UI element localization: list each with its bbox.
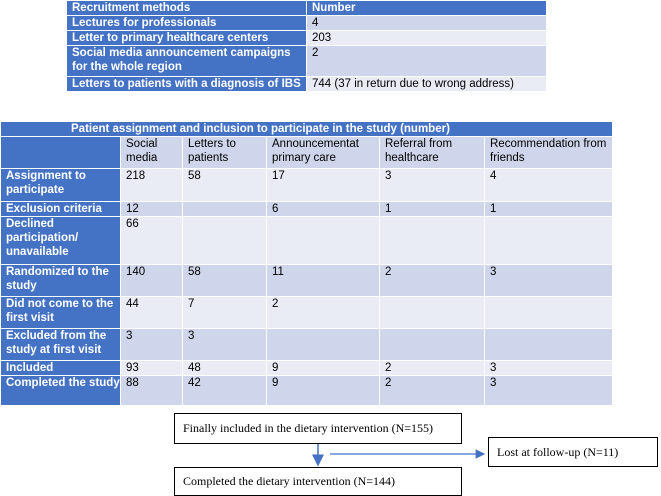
table-cell: 66 <box>121 217 183 265</box>
column-header: Announcementat primary care <box>267 137 380 169</box>
table-cell: 2 <box>380 265 485 297</box>
row-label: Did not come to the first visit <box>1 297 121 329</box>
row-label: Exclusion criteria <box>1 202 121 217</box>
recruitment-method: Letter to primary healthcare centers <box>67 31 307 46</box>
row-label: Completed the study <box>1 376 121 406</box>
column-header: Recommendation from friends <box>485 137 613 169</box>
table-cell: 9 <box>267 361 380 376</box>
row-label: Included <box>1 361 121 376</box>
recruitment-header-number: Number <box>307 1 547 16</box>
table-cell: 2 <box>380 376 485 406</box>
completed-label: Completed the dietary intervention (N=144) <box>183 474 396 488</box>
included-label: Finally included in the dietary intervention (N=155) <box>183 421 434 435</box>
table-cell: 218 <box>121 169 183 202</box>
lost-label: Lost at follow-up (N=11) <box>497 444 619 459</box>
table-cell: 1 <box>485 202 613 217</box>
table-cell: 17 <box>267 169 380 202</box>
table-cell: 44 <box>121 297 183 329</box>
table-cell: 12 <box>121 202 183 217</box>
recruitment-method: Letters to patients with a diagnosis of IBS <box>67 77 307 92</box>
table-cell: 1 <box>380 202 485 217</box>
table-cell: 3 <box>485 361 613 376</box>
table-cell: 58 <box>183 169 267 202</box>
row-label: Declined participation/ unavailable <box>1 217 121 265</box>
table-cell: 2 <box>267 297 380 329</box>
lost-followup-box <box>488 437 658 467</box>
table-cell: 88 <box>121 376 183 406</box>
table-cell: 11 <box>267 265 380 297</box>
table-cell: 3 <box>121 329 183 361</box>
table-cell: 93 <box>121 361 183 376</box>
table-cell: 3 <box>485 376 613 406</box>
table-cell: 9 <box>267 376 380 406</box>
table-cell: 7 <box>183 297 267 329</box>
table-cell: 2 <box>380 361 485 376</box>
table-cell: 58 <box>183 265 267 297</box>
row-label: Assignment to participate <box>1 169 121 202</box>
table-cell: 42 <box>183 376 267 406</box>
assignment-title: Patient assignment and inclusion to participate in the study (number) <box>1 122 613 137</box>
table-cell: 4 <box>485 169 613 202</box>
table-cell: 3 <box>485 265 613 297</box>
recruitment-header-method: Recruitment methods <box>67 1 307 16</box>
recruitment-number: 203 <box>307 31 547 46</box>
table-cell: 3 <box>183 329 267 361</box>
recruitment-number: 2 <box>307 46 547 77</box>
table-cell: 48 <box>183 361 267 376</box>
row-label: Excluded from the study at first visit <box>1 329 121 361</box>
table-cell: 3 <box>380 169 485 202</box>
included-box <box>174 413 462 444</box>
completed-box <box>174 467 462 496</box>
recruitment-number: 4 <box>307 16 547 31</box>
column-header: Referral from healthcare <box>380 137 485 169</box>
column-header: Letters to patients <box>183 137 267 169</box>
table-cell: 6 <box>267 202 380 217</box>
recruitment-method: Social media announcement campaigns for the whole region <box>67 46 307 77</box>
table-cell: 140 <box>121 265 183 297</box>
recruitment-number: 744 (37 in return due to wrong address) <box>307 77 547 92</box>
column-header: Social media <box>121 137 183 169</box>
recruitment-method: Lectures for professionals <box>67 16 307 31</box>
row-label: Randomized to the study <box>1 265 121 297</box>
